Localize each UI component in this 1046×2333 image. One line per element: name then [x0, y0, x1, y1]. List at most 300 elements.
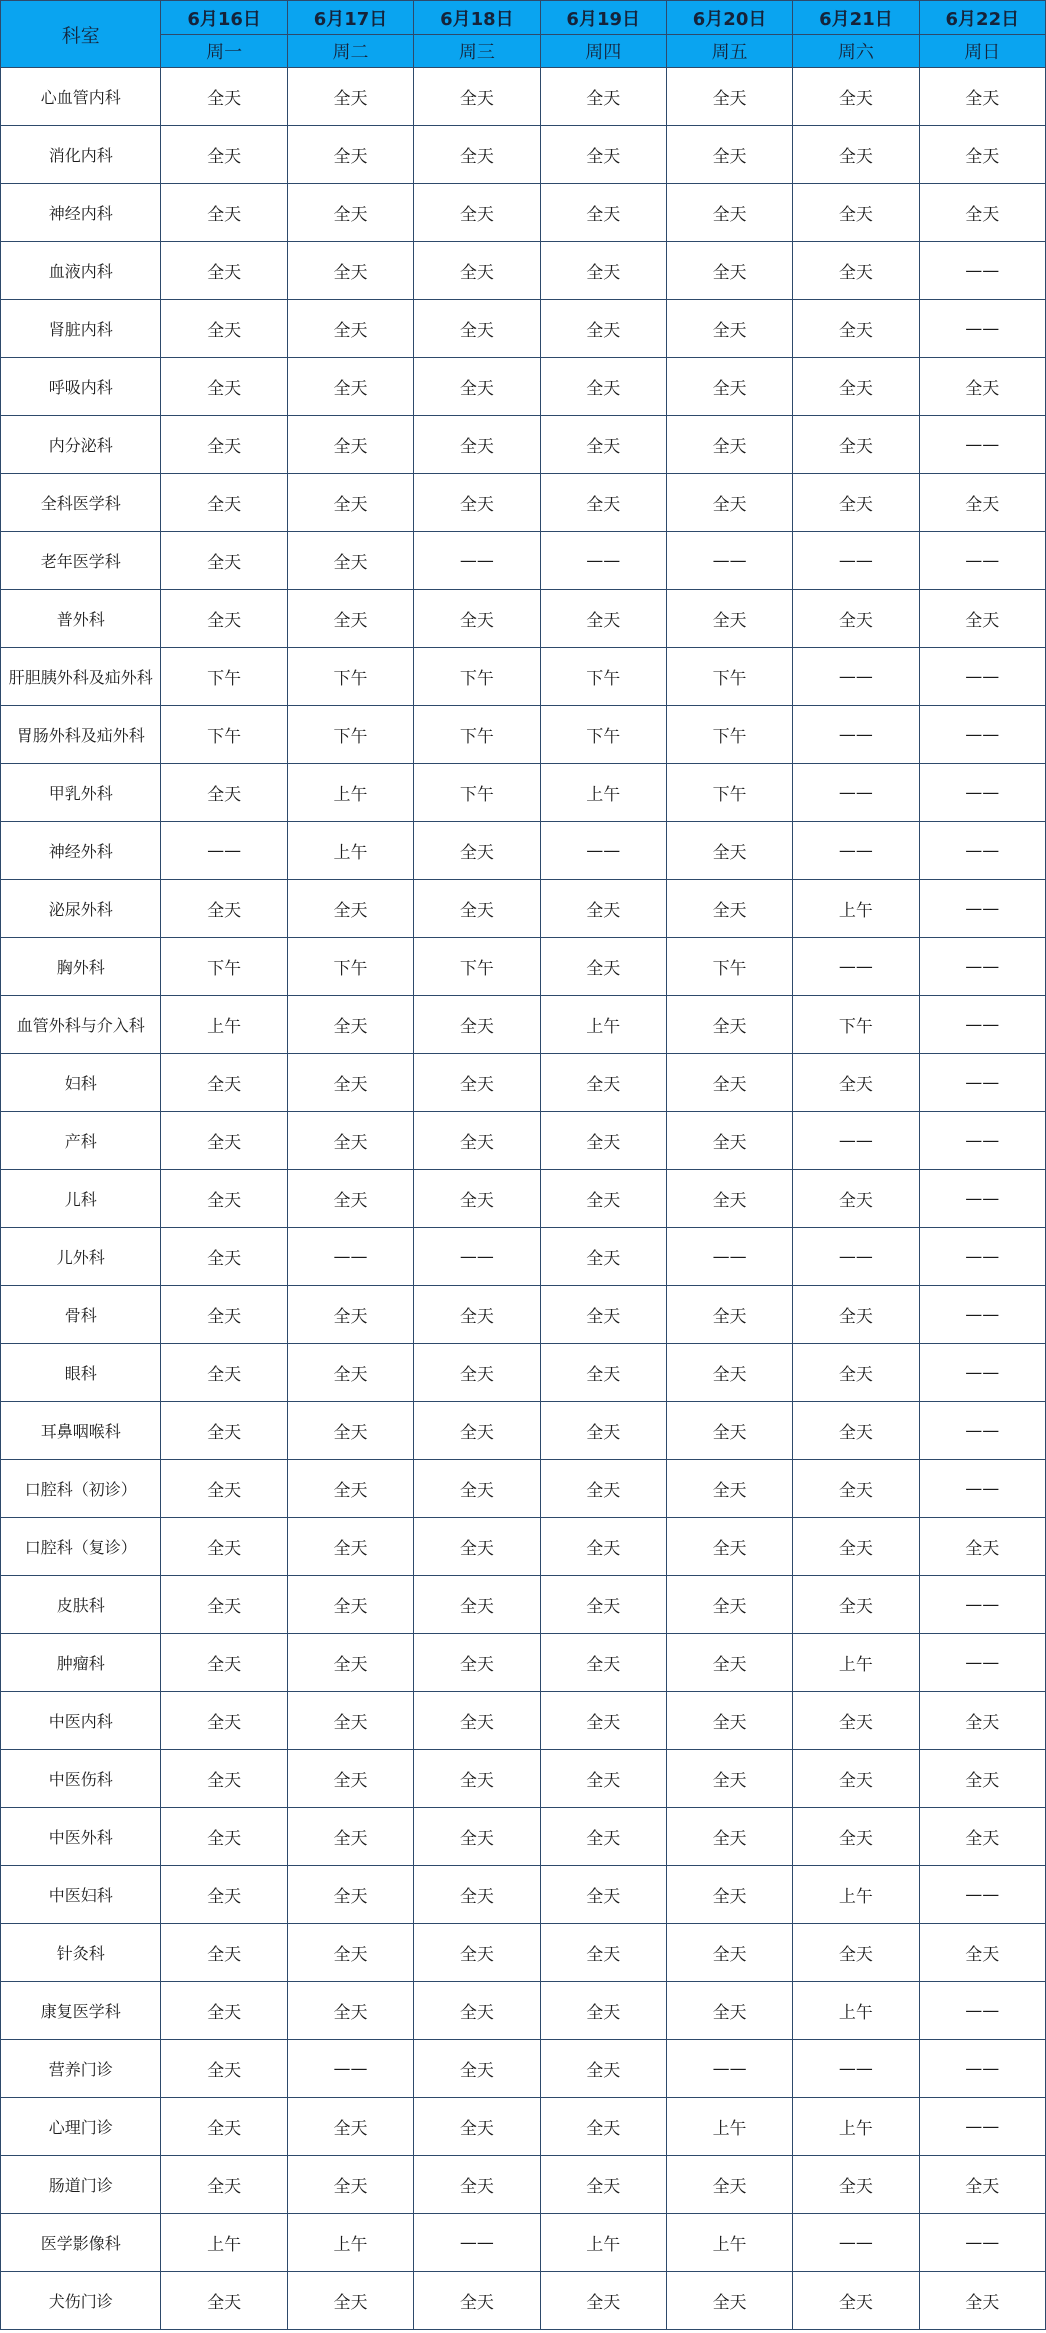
- schedule-slot: 下午: [540, 706, 666, 764]
- table-row: [1, 1924, 1046, 1982]
- schedule-slot: 全天: [540, 1924, 666, 1982]
- schedule-slot: 全天: [793, 2272, 919, 2330]
- schedule-slot: 全天: [540, 416, 666, 474]
- schedule-slot: 下午: [161, 706, 287, 764]
- schedule-slot: 全天: [540, 358, 666, 416]
- schedule-slot: ——: [793, 822, 919, 880]
- schedule-slot: 下午: [161, 938, 287, 996]
- schedule-slot: 全天: [666, 2272, 792, 2330]
- schedule-slot: 全天: [161, 590, 287, 648]
- schedule-slot: 全天: [666, 590, 792, 648]
- date-header-cell: 6月22日: [919, 1, 1045, 35]
- schedule-slot: 全天: [666, 68, 792, 126]
- schedule-slot: 全天: [540, 2272, 666, 2330]
- schedule-slot: 全天: [161, 1576, 287, 1634]
- schedule-slot: 全天: [287, 1112, 413, 1170]
- schedule-slot: 全天: [161, 1808, 287, 1866]
- schedule-slot: 全天: [919, 184, 1045, 242]
- department-name: 中医伤科: [1, 1750, 161, 1808]
- schedule-slot: 全天: [666, 126, 792, 184]
- schedule-slot: 上午: [666, 2098, 792, 2156]
- schedule-slot: ——: [414, 2214, 540, 2272]
- department-name: 儿外科: [1, 1228, 161, 1286]
- schedule-slot: 全天: [540, 1402, 666, 1460]
- schedule-slot: 全天: [161, 1634, 287, 1692]
- schedule-slot: 上午: [793, 1866, 919, 1924]
- schedule-slot: 全天: [540, 1170, 666, 1228]
- schedule-slot: 全天: [161, 1518, 287, 1576]
- table-row: [1, 1228, 1046, 1286]
- schedule-slot: 全天: [287, 1692, 413, 1750]
- table-row: [1, 880, 1046, 938]
- schedule-slot: 全天: [287, 126, 413, 184]
- schedule-slot: 全天: [793, 1924, 919, 1982]
- department-name: 呼吸内科: [1, 358, 161, 416]
- schedule-slot: 全天: [287, 2156, 413, 2214]
- schedule-slot: 下午: [287, 938, 413, 996]
- schedule-slot: ——: [919, 648, 1045, 706]
- department-name: 康复医学科: [1, 1982, 161, 2040]
- department-name: 肿瘤科: [1, 1634, 161, 1692]
- date-header-row: [1, 1, 1046, 35]
- schedule-slot: 全天: [161, 1344, 287, 1402]
- weekday-header-cell: 周一: [161, 35, 287, 68]
- schedule-slot: ——: [793, 1228, 919, 1286]
- schedule-slot: 全天: [793, 1170, 919, 1228]
- schedule-slot: 全天: [540, 1866, 666, 1924]
- schedule-slot: 上午: [161, 2214, 287, 2272]
- schedule-slot: 全天: [540, 184, 666, 242]
- schedule-slot: ——: [919, 242, 1045, 300]
- schedule-slot: ——: [919, 1866, 1045, 1924]
- table-row: [1, 474, 1046, 532]
- schedule-slot: 全天: [414, 1402, 540, 1460]
- schedule-slot: ——: [919, 1054, 1045, 1112]
- table-row: [1, 1170, 1046, 1228]
- schedule-slot: 全天: [793, 474, 919, 532]
- schedule-slot: 上午: [161, 996, 287, 1054]
- table-row: [1, 1692, 1046, 1750]
- schedule-slot: 全天: [666, 1924, 792, 1982]
- schedule-slot: 全天: [414, 2098, 540, 2156]
- department-name: 中医外科: [1, 1808, 161, 1866]
- schedule-slot: ——: [919, 996, 1045, 1054]
- schedule-slot: 全天: [540, 68, 666, 126]
- schedule-slot: 全天: [287, 1750, 413, 1808]
- schedule-slot: 全天: [414, 1054, 540, 1112]
- schedule-slot: 全天: [793, 68, 919, 126]
- schedule-slot: 全天: [414, 1170, 540, 1228]
- schedule-slot: 全天: [414, 416, 540, 474]
- schedule-slot: 全天: [666, 1054, 792, 1112]
- schedule-slot: 全天: [666, 880, 792, 938]
- date-header-cell: 6月21日: [793, 1, 919, 35]
- schedule-slot: ——: [414, 532, 540, 590]
- schedule-slot: ——: [919, 764, 1045, 822]
- schedule-slot: 全天: [161, 416, 287, 474]
- department-name: 耳鼻咽喉科: [1, 1402, 161, 1460]
- schedule-slot: 下午: [666, 764, 792, 822]
- department-name: 眼科: [1, 1344, 161, 1402]
- department-name: 血管外科与介入科: [1, 996, 161, 1054]
- schedule-slot: 全天: [414, 880, 540, 938]
- schedule-slot: 全天: [919, 590, 1045, 648]
- department-name: 产科: [1, 1112, 161, 1170]
- schedule-slot: 全天: [666, 1286, 792, 1344]
- schedule-slot: 下午: [414, 706, 540, 764]
- schedule-slot: 全天: [161, 474, 287, 532]
- schedule-slot: ——: [919, 2214, 1045, 2272]
- schedule-body: [1, 68, 1046, 2330]
- schedule-slot: 全天: [414, 300, 540, 358]
- schedule-slot: 全天: [414, 1460, 540, 1518]
- department-name: 皮肤科: [1, 1576, 161, 1634]
- schedule-slot: 全天: [919, 1924, 1045, 1982]
- schedule-slot: 全天: [414, 184, 540, 242]
- schedule-slot: 全天: [161, 1286, 287, 1344]
- schedule-slot: 全天: [919, 474, 1045, 532]
- schedule-slot: 全天: [793, 184, 919, 242]
- schedule-slot: 全天: [666, 1518, 792, 1576]
- schedule-slot: 全天: [161, 358, 287, 416]
- schedule-slot: 全天: [793, 1054, 919, 1112]
- department-name: 肝胆胰外科及疝外科: [1, 648, 161, 706]
- schedule-slot: 全天: [287, 1518, 413, 1576]
- department-name: 针灸科: [1, 1924, 161, 1982]
- date-header-cell: 6月17日: [287, 1, 413, 35]
- schedule-slot: 全天: [287, 532, 413, 590]
- weekday-header-cell: 周日: [919, 35, 1045, 68]
- schedule-slot: 上午: [540, 2214, 666, 2272]
- schedule-slot: 全天: [793, 1518, 919, 1576]
- table-row: [1, 590, 1046, 648]
- schedule-slot: 全天: [287, 880, 413, 938]
- department-name: 血液内科: [1, 242, 161, 300]
- table-row: [1, 2272, 1046, 2330]
- schedule-slot: 全天: [161, 242, 287, 300]
- schedule-slot: 全天: [287, 68, 413, 126]
- schedule-slot: 全天: [287, 1054, 413, 1112]
- schedule-slot: 全天: [287, 184, 413, 242]
- department-name: 消化内科: [1, 126, 161, 184]
- schedule-slot: 全天: [287, 2272, 413, 2330]
- schedule-slot: 全天: [287, 474, 413, 532]
- schedule-slot: 全天: [161, 880, 287, 938]
- schedule-slot: 全天: [793, 1402, 919, 1460]
- schedule-slot: ——: [793, 648, 919, 706]
- schedule-slot: ——: [287, 1228, 413, 1286]
- department-name: 肾脏内科: [1, 300, 161, 358]
- department-name: 老年医学科: [1, 532, 161, 590]
- schedule-slot: ——: [919, 880, 1045, 938]
- schedule-slot: 全天: [666, 1866, 792, 1924]
- schedule-slot: 全天: [161, 126, 287, 184]
- department-name: 儿科: [1, 1170, 161, 1228]
- schedule-slot: 全天: [919, 2156, 1045, 2214]
- table-row: [1, 1808, 1046, 1866]
- schedule-slot: 全天: [287, 1344, 413, 1402]
- weekday-header-cell: 周六: [793, 35, 919, 68]
- schedule-slot: ——: [793, 938, 919, 996]
- schedule-slot: 全天: [161, 1692, 287, 1750]
- table-row: [1, 1518, 1046, 1576]
- table-row: [1, 2156, 1046, 2214]
- schedule-slot: ——: [919, 1634, 1045, 1692]
- schedule-slot: 全天: [161, 184, 287, 242]
- table-row: [1, 1634, 1046, 1692]
- department-name: 口腔科（复诊）: [1, 1518, 161, 1576]
- schedule-slot: 全天: [666, 1460, 792, 1518]
- schedule-slot: 全天: [414, 590, 540, 648]
- schedule-slot: 全天: [666, 1112, 792, 1170]
- table-row: [1, 764, 1046, 822]
- schedule-slot: 全天: [287, 1460, 413, 1518]
- schedule-slot: 全天: [540, 1750, 666, 1808]
- schedule-slot: ——: [919, 1228, 1045, 1286]
- schedule-slot: 全天: [414, 1518, 540, 1576]
- schedule-slot: 全天: [540, 474, 666, 532]
- schedule-slot: ——: [919, 416, 1045, 474]
- schedule-slot: ——: [793, 532, 919, 590]
- schedule-slot: 全天: [161, 1750, 287, 1808]
- table-row: [1, 1402, 1046, 1460]
- schedule-slot: 全天: [919, 358, 1045, 416]
- table-row: [1, 1982, 1046, 2040]
- schedule-slot: 全天: [161, 1460, 287, 1518]
- table-row: [1, 1460, 1046, 1518]
- table-row: [1, 184, 1046, 242]
- schedule-slot: 全天: [666, 1634, 792, 1692]
- schedule-slot: 下午: [540, 648, 666, 706]
- schedule-slot: 全天: [414, 1112, 540, 1170]
- schedule-slot: 全天: [540, 938, 666, 996]
- schedule-slot: 全天: [161, 1170, 287, 1228]
- schedule-slot: 全天: [414, 1344, 540, 1402]
- table-row: [1, 1866, 1046, 1924]
- department-name: 内分泌科: [1, 416, 161, 474]
- schedule-slot: 全天: [666, 2156, 792, 2214]
- schedule-slot: 全天: [414, 1808, 540, 1866]
- schedule-slot: ——: [919, 1344, 1045, 1402]
- schedule-slot: 全天: [540, 242, 666, 300]
- department-name: 甲乳外科: [1, 764, 161, 822]
- schedule-slot: 全天: [793, 1576, 919, 1634]
- department-name: 骨科: [1, 1286, 161, 1344]
- schedule-slot: 全天: [287, 1866, 413, 1924]
- schedule-slot: 全天: [161, 2272, 287, 2330]
- schedule-slot: 全天: [666, 1576, 792, 1634]
- schedule-slot: ——: [919, 2040, 1045, 2098]
- schedule-slot: ——: [919, 1286, 1045, 1344]
- schedule-slot: ——: [287, 2040, 413, 2098]
- schedule-slot: 全天: [161, 532, 287, 590]
- schedule-slot: 全天: [287, 996, 413, 1054]
- schedule-slot: ——: [793, 1112, 919, 1170]
- schedule-slot: 全天: [666, 1692, 792, 1750]
- schedule-slot: ——: [919, 1576, 1045, 1634]
- schedule-slot: 全天: [161, 300, 287, 358]
- schedule-slot: 全天: [287, 590, 413, 648]
- table-row: [1, 2214, 1046, 2272]
- schedule-slot: 全天: [919, 1808, 1045, 1866]
- table-row: [1, 416, 1046, 474]
- table-row: [1, 1054, 1046, 1112]
- table-row: [1, 938, 1046, 996]
- schedule-slot: 全天: [540, 1054, 666, 1112]
- schedule-slot: 全天: [540, 1634, 666, 1692]
- department-name: 心血管内科: [1, 68, 161, 126]
- schedule-slot: 全天: [287, 1982, 413, 2040]
- schedule-slot: 全天: [793, 126, 919, 184]
- department-name: 胃肠外科及疝外科: [1, 706, 161, 764]
- schedule-slot: 全天: [666, 822, 792, 880]
- department-column-header: 科室: [1, 1, 161, 68]
- table-row: [1, 358, 1046, 416]
- schedule-slot: 全天: [666, 474, 792, 532]
- schedule-slot: 全天: [414, 242, 540, 300]
- table-row: [1, 242, 1046, 300]
- schedule-slot: 全天: [287, 242, 413, 300]
- schedule-slot: 全天: [919, 1518, 1045, 1576]
- schedule-slot: 全天: [666, 996, 792, 1054]
- schedule-slot: 全天: [414, 1692, 540, 1750]
- schedule-slot: 全天: [666, 1808, 792, 1866]
- schedule-slot: 全天: [919, 1750, 1045, 1808]
- schedule-slot: ——: [793, 706, 919, 764]
- schedule-slot: 全天: [919, 68, 1045, 126]
- schedule-slot: 全天: [540, 1692, 666, 1750]
- schedule-slot: 全天: [414, 1924, 540, 1982]
- department-name: 神经外科: [1, 822, 161, 880]
- schedule-slot: 全天: [414, 2040, 540, 2098]
- department-name: 营养门诊: [1, 2040, 161, 2098]
- date-header-cell: 6月20日: [666, 1, 792, 35]
- table-row: [1, 822, 1046, 880]
- schedule-slot: 全天: [414, 1286, 540, 1344]
- schedule-slot: 下午: [666, 648, 792, 706]
- schedule-slot: 全天: [161, 1228, 287, 1286]
- schedule-slot: 全天: [540, 300, 666, 358]
- schedule-slot: 全天: [540, 1576, 666, 1634]
- schedule-slot: 下午: [414, 764, 540, 822]
- schedule-slot: 全天: [414, 126, 540, 184]
- schedule-slot: 全天: [287, 1924, 413, 1982]
- schedule-slot: ——: [919, 938, 1045, 996]
- schedule-slot: 全天: [161, 1402, 287, 1460]
- table-row: [1, 648, 1046, 706]
- schedule-slot: 上午: [287, 822, 413, 880]
- schedule-slot: 全天: [793, 1750, 919, 1808]
- department-name: 口腔科（初诊）: [1, 1460, 161, 1518]
- table-row: [1, 2098, 1046, 2156]
- schedule-slot: 全天: [161, 1924, 287, 1982]
- schedule-slot: 全天: [919, 2272, 1045, 2330]
- schedule-slot: 全天: [161, 1112, 287, 1170]
- schedule-slot: 全天: [414, 1576, 540, 1634]
- table-row: [1, 68, 1046, 126]
- schedule-slot: 全天: [540, 1286, 666, 1344]
- schedule-slot: ——: [919, 1402, 1045, 1460]
- schedule-slot: 全天: [414, 474, 540, 532]
- table-row: [1, 1576, 1046, 1634]
- schedule-slot: 全天: [287, 1286, 413, 1344]
- table-row: [1, 532, 1046, 590]
- schedule-slot: ——: [161, 822, 287, 880]
- schedule-slot: 全天: [666, 1982, 792, 2040]
- schedule-slot: ——: [919, 1982, 1045, 2040]
- table-row: [1, 1286, 1046, 1344]
- table-row: [1, 1750, 1046, 1808]
- schedule-slot: 全天: [540, 2098, 666, 2156]
- schedule-slot: 全天: [287, 1808, 413, 1866]
- schedule-slot: 全天: [540, 1112, 666, 1170]
- schedule-slot: ——: [540, 532, 666, 590]
- schedule-slot: 全天: [666, 242, 792, 300]
- schedule-slot: 上午: [540, 764, 666, 822]
- schedule-slot: 全天: [287, 300, 413, 358]
- schedule-slot: 全天: [161, 2098, 287, 2156]
- department-name: 肠道门诊: [1, 2156, 161, 2214]
- schedule-slot: 全天: [287, 2098, 413, 2156]
- schedule-slot: 全天: [540, 590, 666, 648]
- schedule-slot: 全天: [666, 1750, 792, 1808]
- schedule-slot: ——: [793, 2214, 919, 2272]
- schedule-slot: 全天: [414, 1866, 540, 1924]
- department-name: 妇科: [1, 1054, 161, 1112]
- weekday-header-cell: 周二: [287, 35, 413, 68]
- schedule-slot: 全天: [414, 2156, 540, 2214]
- schedule-slot: 全天: [540, 1344, 666, 1402]
- schedule-slot: 全天: [793, 2156, 919, 2214]
- schedule-slot: 全天: [540, 880, 666, 938]
- schedule-slot: 全天: [161, 2040, 287, 2098]
- schedule-header: [1, 1, 1046, 68]
- department-name: 全科医学科: [1, 474, 161, 532]
- schedule-slot: 全天: [287, 1402, 413, 1460]
- schedule-slot: 全天: [793, 1692, 919, 1750]
- schedule-slot: 全天: [287, 1170, 413, 1228]
- schedule-slot: 上午: [793, 1982, 919, 2040]
- schedule-slot: ——: [666, 2040, 792, 2098]
- schedule-slot: 上午: [793, 1634, 919, 1692]
- schedule-slot: 下午: [287, 648, 413, 706]
- schedule-slot: 全天: [161, 68, 287, 126]
- schedule-slot: 全天: [666, 1402, 792, 1460]
- schedule-slot: 全天: [540, 126, 666, 184]
- schedule-slot: ——: [666, 532, 792, 590]
- schedule-slot: ——: [793, 764, 919, 822]
- schedule-slot: 全天: [540, 1808, 666, 1866]
- schedule-slot: 全天: [666, 184, 792, 242]
- schedule-slot: 下午: [666, 938, 792, 996]
- table-row: [1, 1344, 1046, 1402]
- schedule-slot: 全天: [414, 68, 540, 126]
- table-row: [1, 706, 1046, 764]
- schedule-slot: ——: [793, 2040, 919, 2098]
- schedule-slot: 全天: [287, 1576, 413, 1634]
- schedule-slot: ——: [919, 2098, 1045, 2156]
- schedule-slot: 全天: [414, 1750, 540, 1808]
- table-row: [1, 126, 1046, 184]
- schedule-slot: 下午: [287, 706, 413, 764]
- department-name: 医学影像科: [1, 2214, 161, 2272]
- schedule-slot: 全天: [540, 2156, 666, 2214]
- schedule-slot: 全天: [919, 126, 1045, 184]
- weekday-header-cell: 周四: [540, 35, 666, 68]
- schedule-slot: 全天: [919, 1692, 1045, 1750]
- schedule-slot: 全天: [666, 1170, 792, 1228]
- weekday-header-cell: 周五: [666, 35, 792, 68]
